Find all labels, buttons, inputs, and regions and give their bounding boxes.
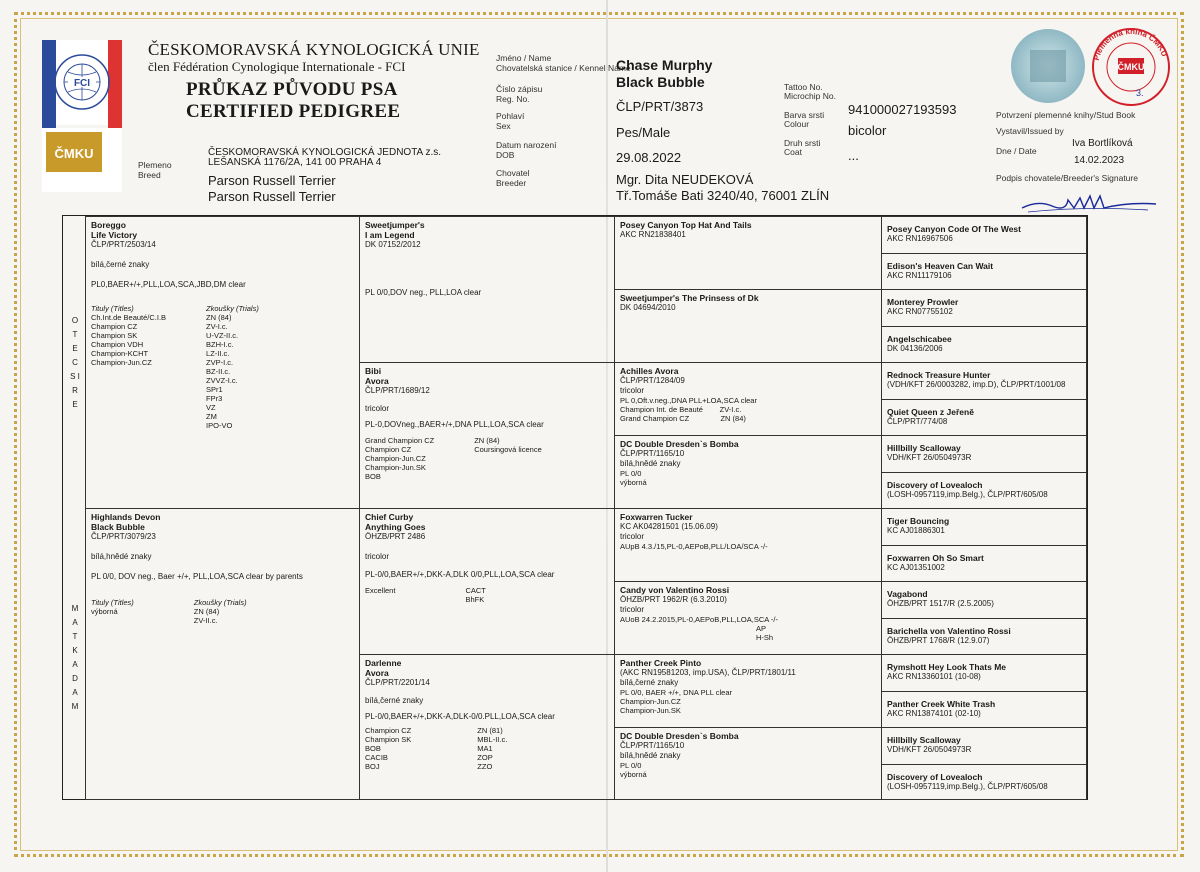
sd-reg: ČLP/PRT/1689/12: [365, 386, 430, 395]
g3-line: bílá,černé znaky: [620, 678, 679, 687]
sire-title: Champion SK: [91, 331, 138, 340]
sire-titles-header: Tituly (Titles): [91, 304, 134, 313]
ds-trial: BhFK: [465, 595, 485, 604]
gen4-cell: [881, 253, 1087, 290]
g3-line: PL 0/0: [620, 469, 642, 478]
dog-name: Chase Murphy: [616, 57, 713, 73]
g3-line: tricolor: [620, 605, 645, 614]
sire-trials-header: Zkoušky (Trials): [206, 304, 259, 313]
sd-trial: Coursingová licence: [474, 445, 542, 454]
dam-cell: [85, 508, 360, 800]
dam-side-label: [69, 602, 81, 714]
ss-kennel: I am Legend: [365, 230, 415, 240]
g3-name: Foxwarren Tucker: [620, 512, 693, 522]
reg-label-cz: Číslo zápisu: [496, 84, 543, 94]
sire-cell: [85, 216, 360, 509]
breed-label-cz: Plemeno: [138, 160, 172, 170]
gen3-cell: [614, 362, 882, 436]
g3-line: AKC RN21838401: [620, 230, 686, 239]
gen4-cell: [881, 654, 1087, 692]
ss-name: Sweetjumper's: [365, 220, 425, 230]
ds-health: PL-0/0,BAER+/+,DKK-A,DLK 0/0,PLL,LOA,SCA clear: [365, 570, 555, 579]
breeder-signature: [1018, 186, 1160, 216]
g4-name: Discovery of Lovealoch: [887, 772, 983, 782]
sex-label-cz: Pohlaví: [496, 111, 525, 121]
g4-name: Monterey Prowler: [887, 297, 959, 307]
g4-name: Vagabond: [887, 589, 928, 599]
sire-trial: U-VZ-II.c.: [206, 331, 239, 340]
stamp-number: 3.: [1136, 88, 1144, 98]
sire-trial: FPr3: [206, 394, 223, 403]
g4-reg: AKC RN13874101 (02-10): [887, 709, 981, 718]
sd-colour: tricolor: [365, 404, 390, 413]
gen3-cell: [614, 289, 882, 363]
colour-value: bicolor: [848, 123, 887, 138]
g4-name: Panther Creek White Trash: [887, 699, 996, 709]
gen4-cell: [881, 581, 1087, 619]
dam-reg: ČLP/PRT/3079/23: [91, 532, 156, 541]
org-name: ČESKOMORAVSKÁ KYNOLOGICKÁ UNIE: [148, 40, 480, 59]
g4-reg: AKC RN11179106: [887, 271, 952, 280]
g4-name: Hillbilly Scalloway: [887, 735, 961, 745]
g4-name: Rymshott Hey Look Thats Me: [887, 662, 1007, 672]
g3-line: DK 04694/2010: [620, 303, 676, 312]
sire-sire-cell: [359, 216, 615, 363]
dog-reg-no: ČLP/PRT/3873: [616, 99, 704, 114]
gen3-cell: [614, 654, 882, 728]
dog-kennel: Black Bubble: [616, 74, 705, 90]
sire-trial: VZ: [206, 403, 216, 412]
sire-name: Boreggo: [91, 220, 126, 230]
gen4-cell: [881, 508, 1087, 546]
gen4-cell: [881, 764, 1087, 800]
g3-line: KC AK04281501 (15.06.09): [620, 522, 718, 531]
dam-kennel: Black Bubble: [91, 522, 145, 532]
g3-line: tricolor: [620, 386, 645, 395]
dog-dob: 29.08.2022: [616, 150, 682, 165]
dam-side-text: M A T K A D A M: [71, 604, 79, 711]
dam-dam-cell: [359, 654, 615, 800]
gen4-cell: [881, 216, 1087, 254]
date-label: Dne / Date: [996, 146, 1037, 156]
sd-title: Champion CZ: [365, 445, 412, 454]
g3-line: tricolor: [620, 532, 645, 541]
stamp-inner-text: ČMKU: [1117, 62, 1145, 72]
sd-name: Bibi: [365, 366, 382, 376]
dd-trial: MBL-II.c.: [477, 735, 508, 744]
g4-name: Discovery of Lovealoch: [887, 480, 983, 490]
dam-trial: ZN (84): [193, 607, 220, 616]
dd-colour: bílá,černé znaky: [365, 696, 424, 705]
sire-trial: ZV-I.c.: [206, 322, 228, 331]
sire-trial: BZH-I.c.: [206, 340, 234, 349]
g4-name: Angelschicabee: [887, 334, 952, 344]
dob-label-cz: Datum narození: [496, 140, 557, 150]
coat-label-cz: Druh srsti: [784, 138, 821, 148]
sire-trial: IPO-VO: [206, 421, 233, 430]
g3-line: ČLP/PRT/1165/10: [620, 741, 685, 750]
g4-name: Quiet Queen z Jeřeně: [887, 407, 974, 417]
dd-title: CACIB: [365, 753, 388, 762]
breed-label-en: Breed: [138, 170, 161, 180]
ss-reg: DK 07152/2012: [365, 240, 421, 249]
sire-dam-cell: [359, 362, 615, 509]
g4-reg: KC AJ01351002: [887, 563, 945, 572]
g3-line: AUpB 4.3./15,PL-0,AEPoB,PLL/LOA/SCA -/-: [620, 542, 768, 551]
hologram-seal: [1008, 26, 1088, 106]
gen3-cell: [614, 508, 882, 582]
sire-side-text: O T E C S I R E: [70, 316, 80, 409]
sd-title: Grand Champion CZ: [365, 436, 435, 445]
g3-line: výborná: [620, 478, 647, 487]
colour-label-en: Colour: [784, 119, 810, 129]
dob-label-en: DOB: [496, 150, 515, 160]
g4-name: Posey Canyon Code Of The West: [887, 224, 1021, 234]
microchip-no: 941000027193593: [848, 102, 957, 117]
g3-name: DC Double Dresden`s Bomba: [620, 731, 739, 741]
g3-line: bílá,hnědé znaky: [620, 459, 681, 468]
stamp-text: Plemenná kniha ČMKU: [1091, 26, 1170, 62]
sd-trial: ZN (84): [474, 436, 500, 445]
gen4-cell: [881, 545, 1087, 582]
breed-en: Parson Russell Terrier: [208, 189, 336, 204]
g3-line: bílá,hnědé znaky: [620, 751, 681, 760]
sd-title: Champion-Jun.CZ: [365, 454, 426, 463]
dam-health: PL 0/0, DOV neg., Baer +/+, PLL,LOA,SCA clear by parents: [91, 572, 303, 581]
dam-title: výborná: [91, 607, 118, 616]
g3-line: ČLP/PRT/1284/09: [620, 376, 685, 385]
dd-health: PL-0/0,BAER+/+,DKK-A,DLK-0/0.PLL,LOA,SCA clear: [365, 712, 555, 721]
gen4-cell: [881, 727, 1087, 765]
coat-value: ...: [848, 148, 859, 163]
gen4-cell: [881, 326, 1087, 363]
g4-reg: ÖHZB/PRT 1517/R (2.5.2005): [887, 599, 994, 608]
studbook-stamp: [1088, 24, 1174, 110]
jednota-address: LEŠANSKÁ 1176/2A, 141 00 PRAHA 4: [208, 157, 382, 168]
sd-kennel: Avora: [365, 376, 389, 386]
sire-reg: ČLP/PRT/2503/14: [91, 240, 156, 249]
dam-colour: bílá,hnědé znaky: [91, 552, 152, 561]
sire-side-label: [69, 314, 81, 412]
logo-cmku-text: ČMKU: [54, 146, 94, 161]
gen4-cell: [881, 472, 1087, 509]
dam-name: Highlands Devon: [91, 512, 161, 522]
g4-reg: VDH/KFT 26/0504973R: [887, 745, 972, 754]
g3-line: PL 0/0: [620, 761, 642, 770]
g3-extra: Champion Int. de Beauté ZV-I.c.: [620, 405, 742, 414]
g4-name: Tiger Bouncing: [887, 516, 950, 526]
g4-name: Edison's Heaven Can Wait: [887, 261, 994, 271]
dd-kennel: Avora: [365, 668, 389, 678]
g4-reg: DK 04136/2006: [887, 344, 943, 353]
g3-line: výborná: [620, 770, 647, 779]
ds-kennel: Anything Goes: [365, 522, 426, 532]
gen4-cell: [881, 362, 1087, 400]
studbook-label: Potvrzení plemenné knihy/Stud Book: [996, 110, 1136, 120]
ds-name: Chief Curby: [365, 512, 414, 522]
g4-reg: (VDH/KFT 26/0003282, imp.D), ČLP/PRT/1001/08: [887, 380, 1066, 389]
g3-name: Achilles Avora: [620, 366, 679, 376]
sire-colour: bílá,černé znaky: [91, 260, 150, 269]
g4-reg: (LOSH-0957119,imp.Belg.), ČLP/PRT/605/08: [887, 490, 1048, 499]
sire-kennel: Life Victory: [91, 230, 138, 240]
g4-name: Hillbilly Scalloway: [887, 443, 961, 453]
sire-trial: ZVVZ-I.c.: [206, 376, 238, 385]
coat-label-en: Coat: [784, 147, 802, 157]
breeder-label-cz: Chovatel: [496, 168, 530, 178]
dam-titles-header: Tituly (Titles): [91, 598, 134, 607]
gen3-cell: [614, 216, 882, 290]
g3-name: Candy von Valentino Rossi: [620, 585, 730, 595]
reg-label-en: Reg. No.: [496, 94, 530, 104]
title-cz: PRŮKAZ PŮVODU PSA: [186, 79, 398, 100]
g4-reg: AKC RN16967506: [887, 234, 953, 243]
sire-title: Ch.Int.de Beauté/C.I.B: [91, 313, 167, 322]
g3-name: Posey Canyon Top Hat And Tails: [620, 220, 752, 230]
g3-extra: Grand Champion CZ ZN (84): [620, 414, 746, 423]
breeder-address: Tř.Tomáše Bati 3240/40, 76001 ZLÍN: [616, 188, 830, 203]
dog-sex: Pes/Male: [616, 125, 671, 140]
fci-cmku-logo: [42, 40, 122, 192]
dd-title: Champion SK: [365, 735, 412, 744]
dam-trials-header: Zkoušky (Trials): [193, 598, 247, 607]
gen3-cell: [614, 435, 882, 509]
g4-name: Rednock Treasure Hunter: [887, 370, 991, 380]
ds-colour: tricolor: [365, 552, 390, 561]
g3-extra: AP: [756, 624, 767, 633]
ds-title: Excellent: [365, 586, 396, 595]
dd-title: BOJ: [365, 762, 380, 771]
breeder-signature-label: Podpis chovatele/Breeder's Signature: [996, 173, 1138, 183]
sex-label-en: Sex: [496, 121, 511, 131]
sire-health: PL0,BAER+/+,PLL,LOA,SCA,JBD,DM clear: [91, 280, 246, 289]
g4-reg: (LOSH-0957119,imp.Belg.), ČLP/PRT/605/08: [887, 782, 1048, 791]
sire-title: Champion-KCHT: [91, 349, 149, 358]
sd-health: PL-0,DOVneg.,BAER+/+,DNA PLL,LOA,SCA clear: [365, 420, 544, 429]
ds-trial: CACT: [465, 586, 486, 595]
dd-trial: MA1: [477, 744, 493, 753]
ss-health: PL 0/0,DOV neg., PLL,LOA clear: [365, 288, 482, 297]
dd-name: Darlenne: [365, 658, 402, 668]
g3-line: ÖHZB/PRT 1962/R (6.3.2010): [620, 595, 727, 604]
sire-title: Champion CZ: [91, 322, 138, 331]
ds-reg: ÖHZB/PRT 2486: [365, 532, 426, 541]
sd-title: BOB: [365, 472, 381, 481]
issue-date: 14.02.2023: [1074, 155, 1125, 166]
g3-name: Sweetjumper's The Prinsess of Dk: [620, 293, 759, 303]
sd-title: Champion-Jun.SK: [365, 463, 426, 472]
g4-reg: ČLP/PRT/774/08: [887, 417, 948, 426]
jednota-name: ČESKOMORAVSKÁ KYNOLOGICKÁ JEDNOTA z.s.: [208, 147, 442, 158]
name-label-en: Chovatelská stanice / Kennel Name: [496, 63, 631, 73]
sire-trial: LZ-II.c.: [206, 349, 230, 358]
g3-line: (AKC RN19581203, imp.USA), ČLP/PRT/1801/11: [620, 668, 796, 677]
g3-extra: H-Sh: [756, 633, 774, 642]
svg-text:Plemenná kniha ČMKU: [1092, 27, 1169, 61]
logo-fci-text: FCI: [73, 78, 91, 89]
g3-line: PL 0,Oft.v.neg.,DNA PLL+LOA,SCA clear: [620, 396, 757, 405]
tattoo-label-en: Microchip No.: [784, 91, 836, 101]
g3-name: Panther Creek Pinto: [620, 658, 702, 668]
g4-name: Foxwarren Oh So Smart: [887, 553, 984, 563]
dam-sire-cell: [359, 508, 615, 655]
g3-line: PL 0/0, BAER +/+, DNA PLL clear: [620, 688, 733, 697]
name-label-cz: Jméno / Name: [496, 53, 552, 63]
dd-trial: ZOP: [477, 753, 493, 762]
sire-trial: ZVP-I.c.: [206, 358, 234, 367]
gen3-cell: [614, 727, 882, 800]
sire-title: Champion-Jun.CZ: [91, 358, 152, 367]
sire-title: Champion VDH: [91, 340, 144, 349]
sire-trial: ZN (84): [206, 313, 232, 322]
breed-cz: Parson Russell Terrier: [208, 173, 336, 188]
gen4-cell: [881, 691, 1087, 728]
breeder-name: Mgr. Dita NEUDEKOVÁ: [616, 172, 754, 187]
sire-trial: SPr1: [206, 385, 223, 394]
breeder-label-en: Breeder: [496, 178, 527, 188]
g4-reg: AKC RN13360101 (10-08): [887, 672, 981, 681]
sire-trial: BZ-II.c.: [206, 367, 231, 376]
g3-name: DC Double Dresden`s Bomba: [620, 439, 739, 449]
gen4-cell: [881, 399, 1087, 436]
g4-reg: VDH/KFT 26/0504973R: [887, 453, 972, 462]
pedigree-grid: [62, 215, 1088, 800]
g4-reg: AKC RN07755102: [887, 307, 953, 316]
g3-line: Champion-Jun.SK: [620, 706, 681, 715]
gen4-cell: [881, 435, 1087, 473]
dd-trial: ZZO: [477, 762, 493, 771]
gen4-cell: [881, 289, 1087, 327]
issued-by-name: Iva Bortlíková: [1072, 138, 1133, 149]
g4-reg: KC AJ01886301: [887, 526, 945, 535]
dam-trial: ZV-II.c.: [193, 616, 218, 625]
tattoo-label-cz: Tattoo No.: [784, 82, 823, 92]
g3-line: Champion-Jun.CZ: [620, 697, 681, 706]
sire-trial: ZM: [206, 412, 217, 421]
g3-line: AUoB 24.2.2015,PL-0,AEPoB,PLL,LOA,SCA -/-: [620, 615, 779, 624]
dd-title: Champion CZ: [365, 726, 412, 735]
g4-name: Barichella von Valentino Rossi: [887, 626, 1011, 636]
g4-reg: ÖHZB/PRT 1768/R (12.9.07): [887, 636, 990, 645]
org-sub: člen Fédération Cynologique Internationale - FCI: [148, 59, 406, 74]
dd-trial: ZN (81): [477, 726, 503, 735]
g3-line: ČLP/PRT/1165/10: [620, 449, 685, 458]
colour-label-cz: Barva srsti: [784, 110, 825, 120]
title-en: CERTIFIED PEDIGREE: [186, 101, 401, 122]
dd-title: BOB: [365, 744, 381, 753]
issued-by-label: Vystavil/Issued by: [996, 126, 1064, 136]
dd-reg: ČLP/PRT/2201/14: [365, 678, 430, 687]
gen4-cell: [881, 618, 1087, 655]
gen3-cell: [614, 581, 882, 655]
